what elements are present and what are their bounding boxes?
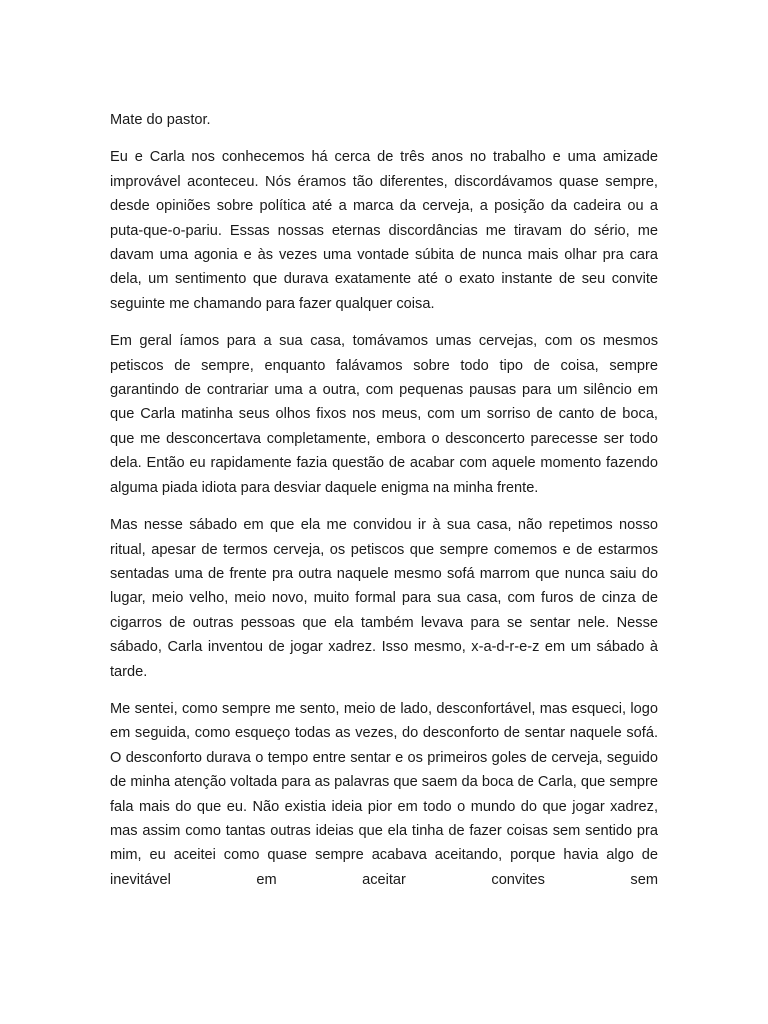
paragraph-3: Mas nesse sábado em que ela me convidou ir à sua casa, não repetimos nosso ritual, apesar de termos cerveja, os petiscos que sempre comemos e de estarmos sentadas uma de frente pra outra naquele mesmo sofá marrom que nunca saiu do lugar, meio velho, meio novo, muito formal para sua casa, com furos de cinza de cigarros de outras pessoas que ela também levava para se sentar nele. Nesse sábado, Carla inventou de jogar xadrez. Isso mesmo, x-a-d-r-e-z em um sábado à tarde. <box>110 517 658 680</box>
paragraph-2: Em geral íamos para a sua casa, tomávamos umas cervejas, com os mesmos petiscos de sempre, enquanto falávamos sobre todo tipo de coisa, sempre garantindo de contrariar uma a outra, com pequenas pausas para um silêncio em que Carla matinha seus olhos fixos nos meus, com um sorriso de canto de boca, que me desconcertava completamente, embora o desconcerto parecesse ser todo dela. Então eu rapidamente fazia questão de acabar com aquele momento fazendo alguma piada idiota para desviar daquele enigma na minha frente. <box>110 333 658 496</box>
paragraph-1: Eu e Carla nos conhecemos há cerca de três anos no trabalho e uma amizade improvável aconteceu. Nós éramos tão diferentes, discordávamos quase sempre, desde opiniões sobre política até a marca da cerveja, a posição da cadeira ou a puta-que-o-pariu. Essas nossas eternas discordâncias me tiravam do sério, me davam uma agonia e às vezes uma vontade súbita de nunca mais olhar pra cara dela, um sentimento que durava exatamente até o exato instante de seu convite seguinte me chamando para fazer qualquer coisa. <box>110 149 658 312</box>
paragraph-4: Me sentei, como sempre me sento, meio de lado, desconfortável, mas esqueci, logo em seguida, como esqueço todas as vezes, do desconforto de sentar naquele sofá. O desconforto durava o tempo entre sentar e os primeiros goles de cerveja, seguido de minha atenção voltada para as palavras que saem da boca de Carla, que sempre fala mais do que eu. Não existia ideia pior em todo o mundo do que jogar xadrez, mas assim como tantas outras ideias que ela tinha de fazer coisas sem sentido pra mim, eu aceitei como quase sempre acabava aceitando, porque havia algo de inevitável em aceitar convites sem <box>110 700 658 888</box>
document-body <box>110 108 658 905</box>
document-title: Mate do pastor. <box>110 112 211 128</box>
